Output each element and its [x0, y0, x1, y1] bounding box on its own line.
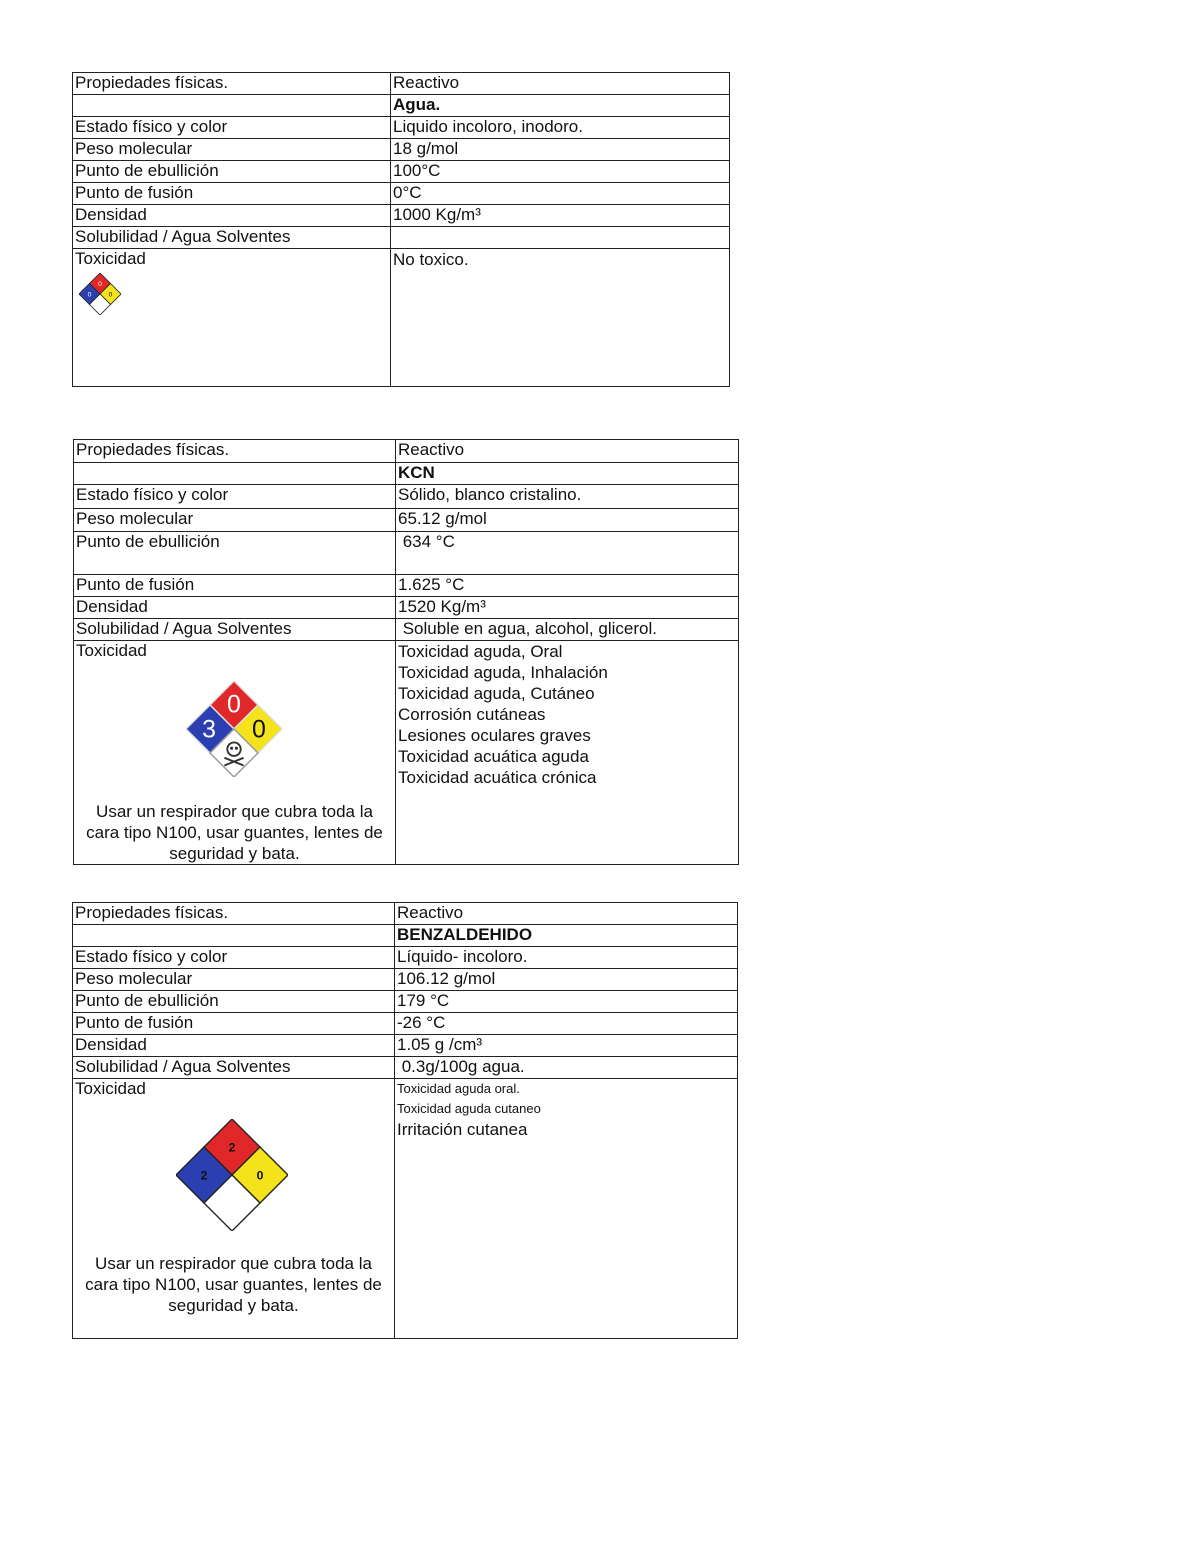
row-value: Liquido incoloro, inodoro.: [391, 117, 730, 139]
row-value: 1520 Kg/m³: [396, 597, 739, 619]
row-value: Sólido, blanco cristalino.: [396, 485, 739, 509]
toxicity-label: Toxicidad: [76, 641, 147, 660]
toxicity-item: Toxicidad aguda, Oral: [398, 642, 563, 661]
reagent-name: Agua.: [391, 95, 730, 117]
row-value: 1.05 g /cm³: [395, 1035, 738, 1057]
row-label: Peso molecular: [73, 969, 395, 991]
nfpa-diamond-icon: [79, 273, 121, 315]
toxicity-item: Toxicidad acuática crónica: [398, 768, 597, 787]
row-label: Punto de fusión: [73, 1013, 395, 1035]
header-right: Reactivo: [395, 903, 738, 925]
row-label: Punto de ebullición: [74, 532, 396, 575]
row-value: Líquido- incoloro.: [395, 947, 738, 969]
header-left: Propiedades físicas.: [73, 903, 395, 925]
nfpa-health: 0: [87, 291, 92, 299]
row-label: Solubilidad / Agua Solventes: [73, 227, 391, 249]
properties-table-agua: [72, 72, 730, 387]
nfpa-reactivity: 0: [252, 715, 266, 744]
row-label: Estado físico y color: [73, 117, 391, 139]
row-label: Peso molecular: [74, 509, 396, 532]
toxicity-cell: [74, 641, 396, 865]
row-label: Solubilidad / Agua Solventes: [74, 619, 396, 641]
nfpa-reactivity: 0: [108, 291, 113, 299]
nfpa-health: 2: [200, 1168, 208, 1183]
toxicity-item: Toxicidad aguda oral.: [397, 1081, 520, 1096]
toxicity-cell: [73, 1079, 395, 1339]
toxicity-item: Lesiones oculares graves: [398, 726, 591, 745]
toxicity-item: Toxicidad aguda, Inhalación: [398, 663, 608, 682]
empty-cell: [73, 925, 395, 947]
row-value: [391, 227, 730, 249]
header-right: Reactivo: [391, 73, 730, 95]
nfpa-health: 3: [202, 715, 216, 744]
row-label: Estado físico y color: [73, 947, 395, 969]
header-right: Reactivo: [396, 440, 739, 463]
properties-table-kcn: [73, 439, 739, 865]
row-value: 179 °C: [395, 991, 738, 1013]
row-label: Densidad: [74, 597, 396, 619]
row-value: 18 g/mol: [391, 139, 730, 161]
nfpa-diamond-icon: [176, 1119, 288, 1231]
nfpa-flammability: 0: [98, 281, 102, 289]
row-value: 100°C: [391, 161, 730, 183]
row-value: 0.3g/100g agua.: [395, 1057, 738, 1079]
header-left: Propiedades físicas.: [74, 440, 396, 463]
row-label: Densidad: [73, 1035, 395, 1057]
row-value: Soluble en agua, alcohol, glicerol.: [396, 619, 739, 641]
row-label: Punto de fusión: [73, 183, 391, 205]
empty-cell: [74, 463, 396, 485]
reagent-name: KCN: [396, 463, 739, 485]
nfpa-reactivity: 0: [256, 1168, 264, 1183]
nfpa-diamond-icon: [186, 681, 282, 777]
toxicity-label: Toxicidad: [75, 249, 146, 268]
toxicity-item: Irritación cutanea: [397, 1120, 528, 1139]
row-label: Peso molecular: [73, 139, 391, 161]
header-left: Propiedades físicas.: [73, 73, 391, 95]
row-value: 1000 Kg/m³: [391, 205, 730, 227]
reagent-name: BENZALDEHIDO: [395, 925, 738, 947]
toxicity-item: Toxicidad aguda, Cutáneo: [398, 684, 595, 703]
toxicity-values: [395, 1079, 738, 1339]
nfpa-flammability: 2: [228, 1140, 236, 1155]
toxicity-item: Toxicidad acuática aguda: [398, 747, 589, 766]
row-value: 106.12 g/mol: [395, 969, 738, 991]
safety-advice: Usar un respirador que cubra toda la cara tipo N100, usar guantes, lentes de seguridad y bata.: [85, 1254, 382, 1315]
row-value: 65.12 g/mol: [396, 509, 739, 532]
nfpa-flammability: 0: [227, 690, 241, 719]
row-label: Punto de fusión: [74, 575, 396, 597]
toxicity-values: [396, 641, 739, 865]
properties-table-benzaldehido: [72, 902, 738, 1339]
row-label: Estado físico y color: [74, 485, 396, 509]
row-label: Punto de ebullición: [73, 991, 395, 1013]
row-value: 0°C: [391, 183, 730, 205]
empty-cell: [73, 95, 391, 117]
toxicity-label: Toxicidad: [75, 1079, 146, 1098]
row-value: 634 °C: [396, 532, 739, 575]
toxicity-item: Corrosión cutáneas: [398, 705, 546, 724]
row-label: Densidad: [73, 205, 391, 227]
row-value: -26 °C: [395, 1013, 738, 1035]
toxicity-item: No toxico.: [393, 250, 469, 269]
row-label: Punto de ebullición: [73, 161, 391, 183]
row-label: Solubilidad / Agua Solventes: [73, 1057, 395, 1079]
row-value: 1.625 °C: [396, 575, 739, 597]
safety-advice: Usar un respirador que cubra toda la cara tipo N100, usar guantes, lentes de seguridad y bata.: [86, 802, 383, 863]
toxicity-cell: [73, 249, 391, 387]
toxicity-item: Toxicidad aguda cutaneo: [397, 1101, 541, 1116]
toxicity-values: [391, 249, 730, 387]
